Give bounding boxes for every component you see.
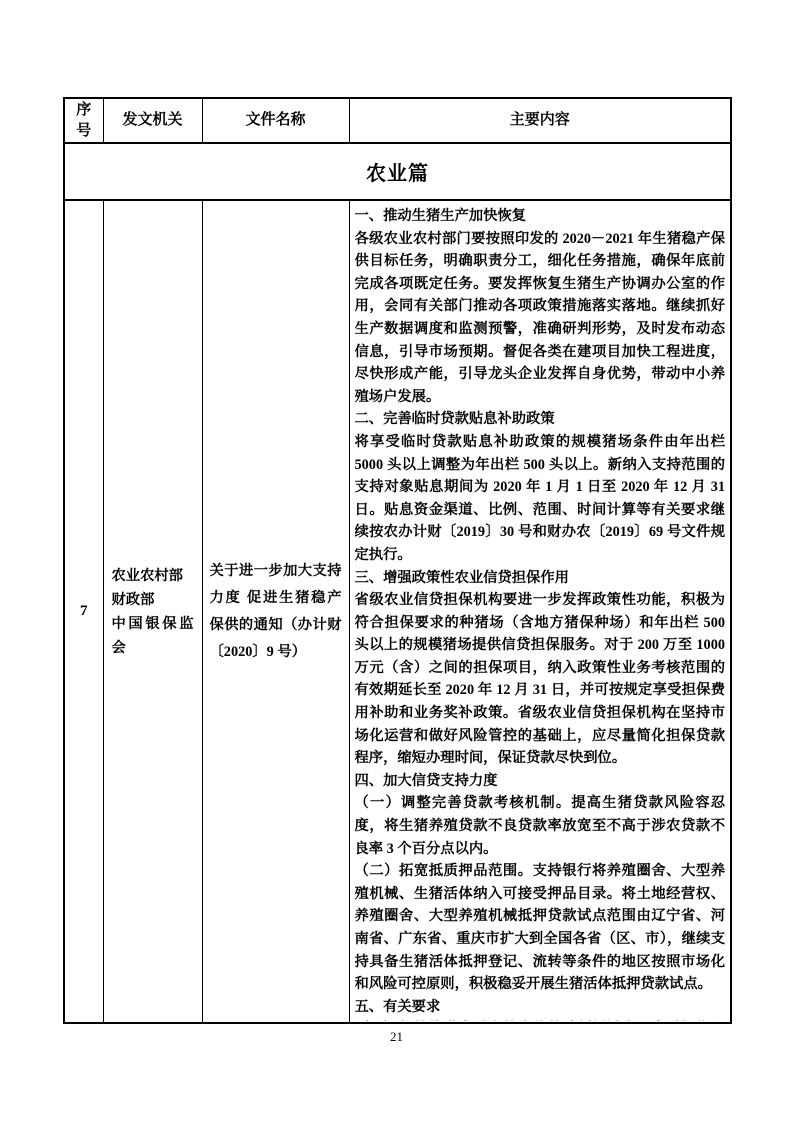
agency-name: 中国银保监会 — [111, 615, 194, 656]
content-paragraph — [355, 1018, 726, 1021]
issuing-agency-cell — [103, 200, 202, 1023]
policy-document-table — [63, 97, 732, 1024]
agency-name: 财政部 — [111, 591, 155, 608]
column-header-agency: 发文机关 — [103, 98, 202, 143]
page-number: 21 — [390, 1029, 403, 1044]
content-paragraph: （一）调整完善贷款考核机制。提高生猪贷款风险容忍度，将生猪养殖贷款不良贷款率放宽至不高于涉农贷款不良率 3 个百分点以内。 — [354, 795, 725, 857]
content-paragraph: （二）拓宽抵质押品范围。支持银行将养殖圈舍、大型养殖机械、生猪活体纳入可接受押品目录。将土地经营权、养殖圈舍、大型养殖机械抵押贷款试点范围由辽宁省、河南省、广东省、重庆市扩大到全国各省（区、市），继续支持具备生猪活体抵押登记、流转等条件的地区按照市场化和风险可控原则，积极稳妥开展生猪活体抵押贷款试点。 — [354, 863, 725, 993]
document-name-cell: 关于进一步加大支持力度 促进生猪稳产保供的通知（办计财〔2020〕9 号） — [202, 200, 349, 1023]
content-paragraph: 四、加大信贷支持力度 — [354, 772, 498, 789]
content-paragraph: 一、推动生猪生产加快恢复 — [354, 208, 527, 224]
section-title: 农业篇 — [64, 143, 731, 200]
table-row — [64, 200, 731, 1023]
agency-name: 农业农村部 — [111, 567, 183, 584]
main-content-cell — [349, 200, 731, 1023]
content-paragraph: 二、完善临时贷款贴息补助政策 — [354, 411, 555, 428]
table-header-row — [64, 98, 731, 143]
main-content-text — [355, 205, 726, 1021]
row-index-cell: 7 — [64, 200, 103, 1023]
content-paragraph: 各级农业农村部门要按照印发的 2020－2021 年生猪稳产保供目标任务，明确职责分工，细化任务措施，确保年底前完成各项既定任务。要发挥恢复生猪生产协调办公室的作用，会同有关部门推动各项政策措施落实落地。继续抓好生产数据调度和监测预警，准确研判形势，及时发布动态信息，引导市场预期。督促各类在建项目加快工程进度，尽快形成产能，引导龙头企业发挥自身优势，带动中小养殖场户发展。 — [354, 230, 725, 405]
column-header-content: 主要内容 — [349, 98, 731, 143]
content-paragraph: 省级农业信贷担保机构要进一步发挥政策性功能，积极为符合担保要求的种猪场（含地方猪保种场）和年出栏 500 头以上的规模猪场提供信贷担保服务。对于 200 万至 1000 万元（含）之间的担保项目，纳入政策性业务考核范围的有效期延长至 2020 年 12 月 31 日，并可按规定享受担保费用补助和业务奖补政策。省级农业信贷担保机构在坚持市场化运营和做好风险管控的基础上，应尽量简化担保贷款程序，缩短办理时间，保证贷款尽快到位。 — [354, 592, 725, 767]
section-title-row — [64, 143, 731, 200]
column-header-index: 序号 — [64, 98, 103, 143]
column-header-doc-name: 文件名称 — [202, 98, 349, 143]
content-paragraph: 将享受临时贷款贴息补助政策的规模猪场条件由年出栏 5000 头以上调整为年出栏 500 头以上。新纳入支持范围的支持对象贴息期间为 2020 年 1 月 1 日至 2020 年 12 月 31 日。贴息资金渠道、比例、范围、时间计算等有关要求继续按农办计财〔2019〕30 号和财办农〔2019〕69 号文件规定执行。 — [354, 433, 725, 563]
content-paragraph: 五、有关要求 — [354, 998, 441, 1015]
content-paragraph: 三、增强政策性农业信贷担保作用 — [354, 569, 569, 586]
